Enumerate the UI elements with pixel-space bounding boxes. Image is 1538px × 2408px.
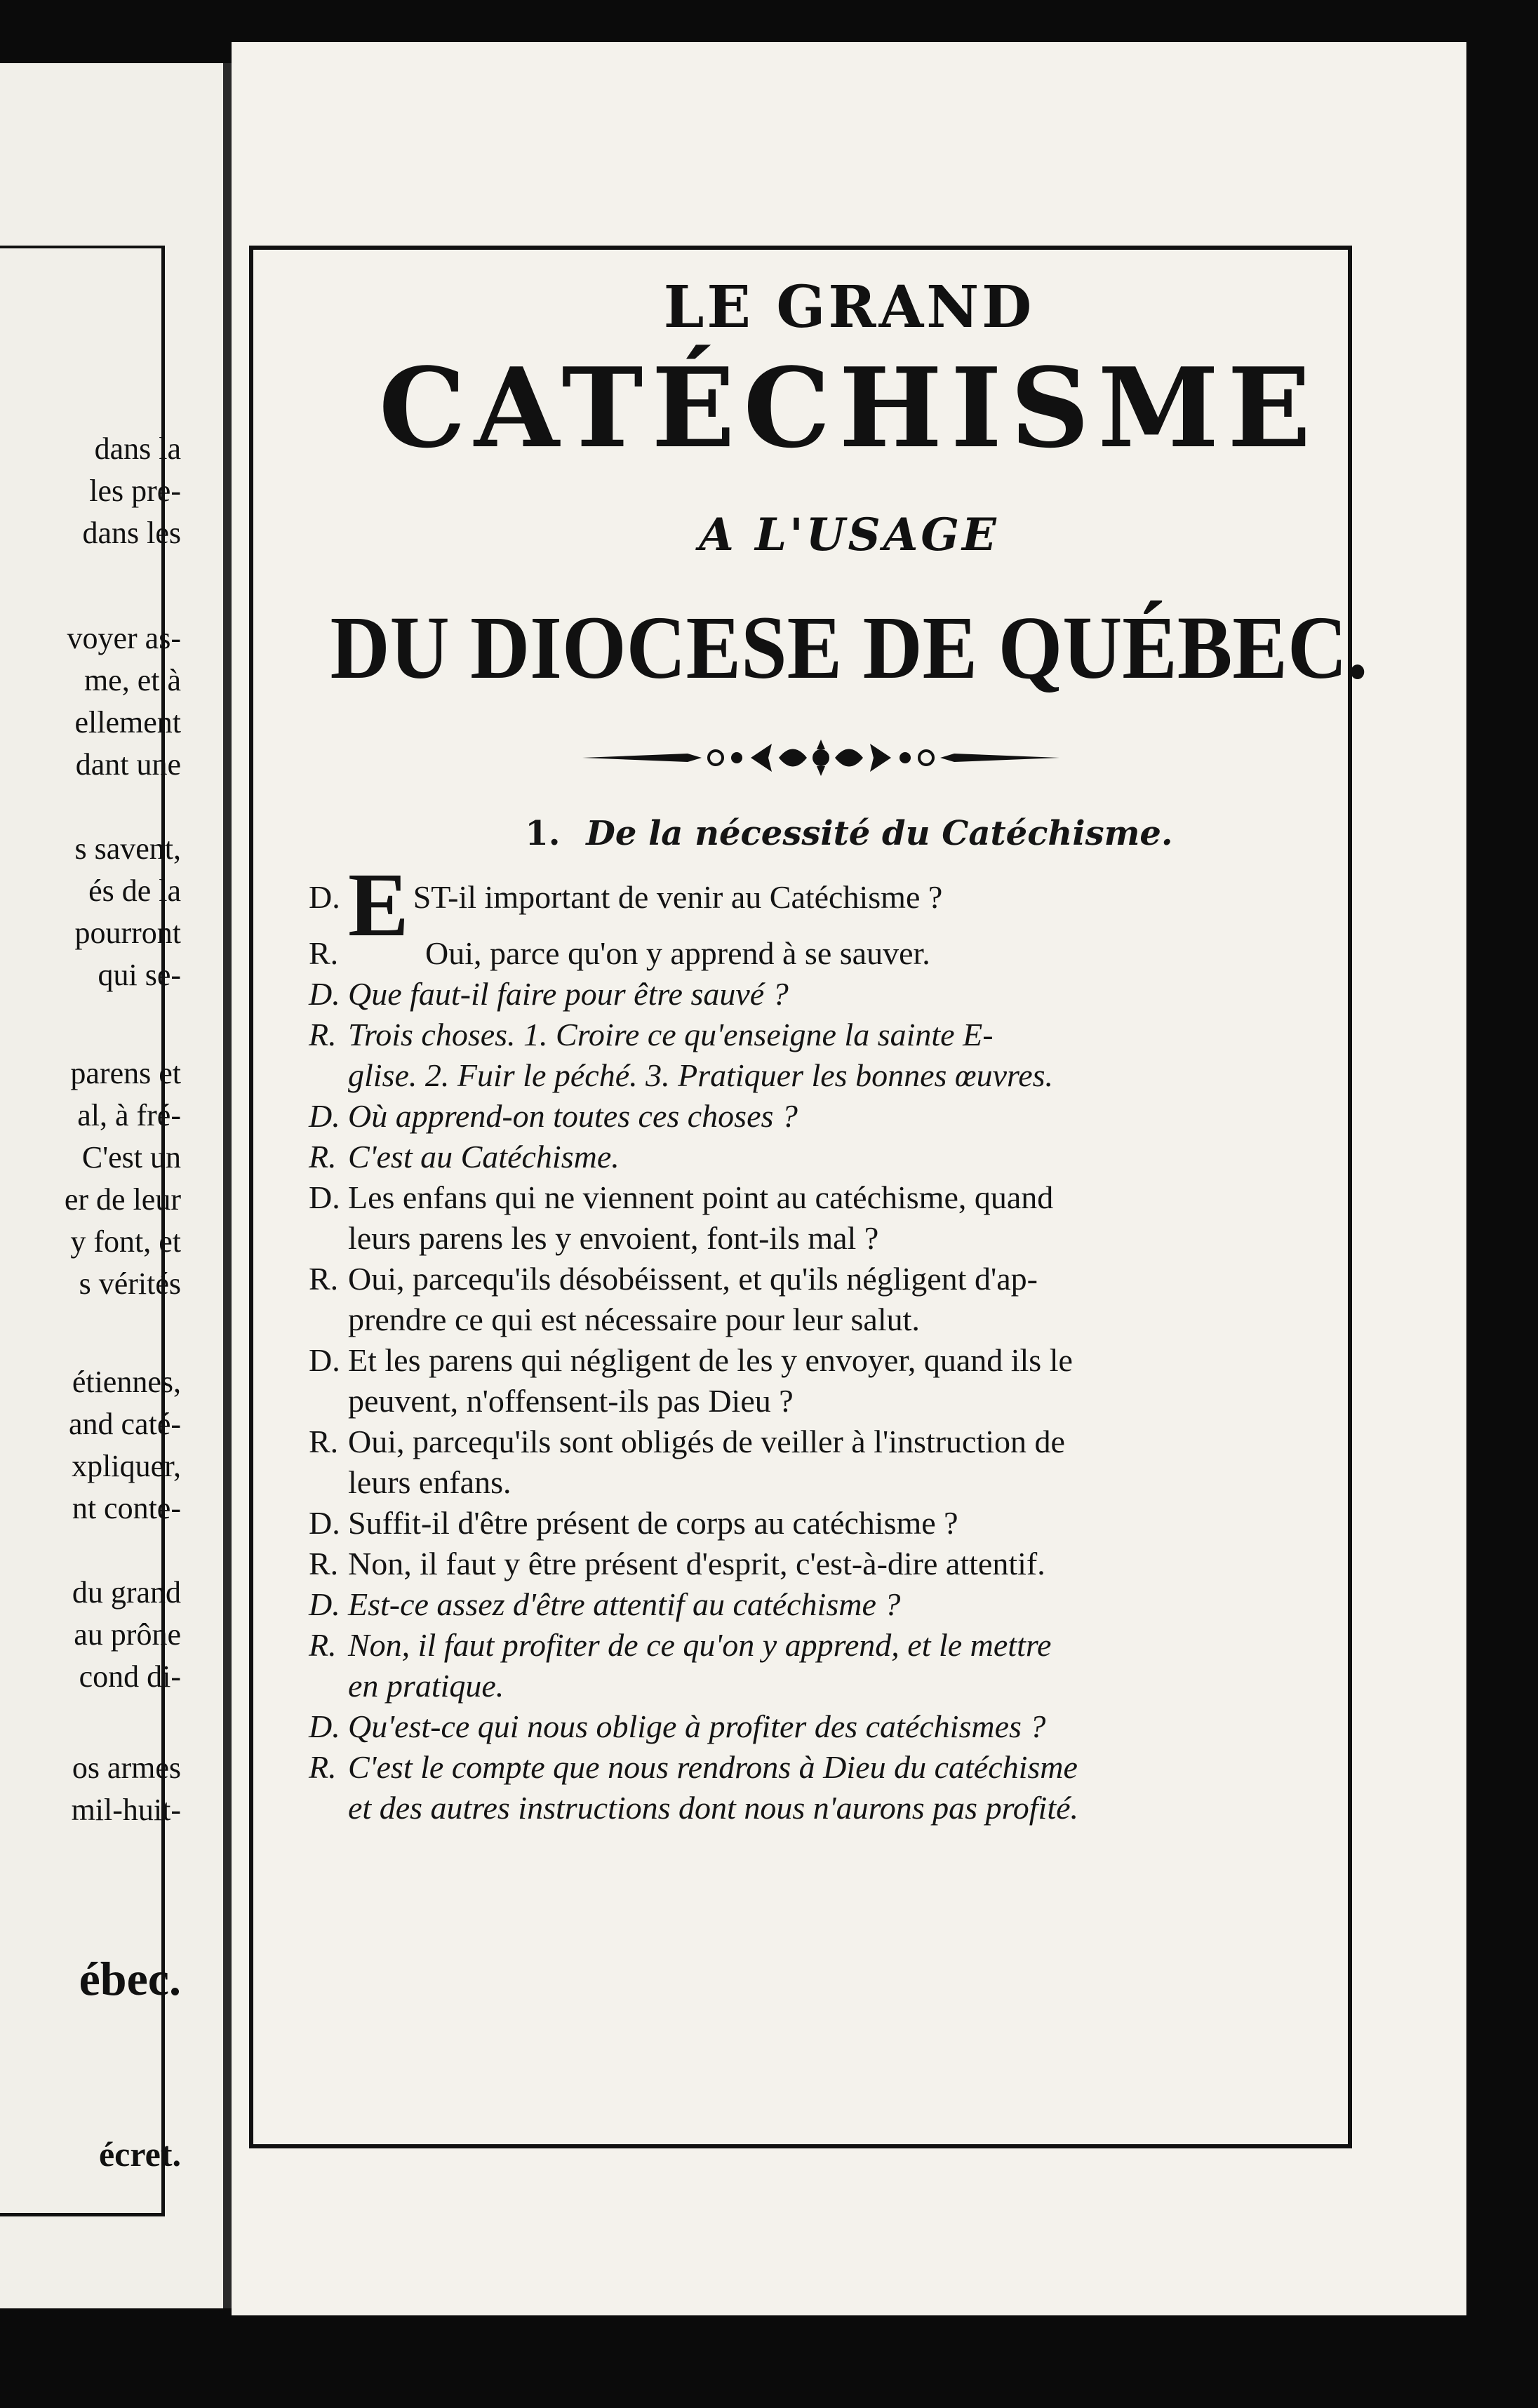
- qa-label: R.: [309, 1261, 339, 1297]
- qa-label: D.: [309, 976, 340, 1012]
- left-text-line: dant une: [75, 747, 181, 782]
- title-a-lusage: A L'USAGE: [699, 509, 999, 561]
- left-text-line: y font, et: [70, 1224, 181, 1259]
- qa-text: Qu'est-ce qui nous oblige à profiter des catéchismes ?: [348, 1708, 1046, 1744]
- qa-answer: [309, 1259, 1333, 1299]
- qa-answer-continued: prendre ce qui est nécessaire pour leur salut.: [348, 1302, 920, 1337]
- qa-label: R.: [309, 1749, 337, 1785]
- main-page: [232, 42, 1466, 2315]
- qa-label: R.: [309, 1424, 339, 1459]
- qa-question: [309, 974, 1333, 1015]
- qa-question: [309, 1340, 1333, 1381]
- left-text-line: du grand: [72, 1575, 181, 1610]
- left-text-line: os armes: [72, 1751, 181, 1785]
- left-text-line: dans la: [94, 432, 181, 466]
- left-text-line: C'est un: [81, 1140, 181, 1175]
- qa-label: D.: [309, 1179, 340, 1215]
- qa-text: Non, il faut y être présent d'esprit, c'est-à-dire attentif.: [348, 1546, 1045, 1581]
- qa-label: R.: [309, 1627, 337, 1663]
- left-text-line: and caté-: [69, 1407, 181, 1441]
- qa-label: D.: [309, 1708, 340, 1744]
- qa-answer: [309, 1422, 1333, 1462]
- qa-label: D.: [309, 1098, 340, 1134]
- qa-question-continued: leurs parens les y envoient, font-ils mal ?: [348, 1220, 879, 1256]
- qa-text: Est-ce assez d'être attentif au catéchisme ?: [348, 1586, 901, 1622]
- title-le-grand: LE GRAND: [663, 274, 1035, 341]
- left-text-line: pourront: [74, 916, 181, 950]
- qa-text: C'est le compte que nous rendrons à Dieu du catéchisme: [348, 1749, 1078, 1785]
- section-title-text: De la nécessité du Catéchisme.: [586, 814, 1173, 853]
- qa-text: Que faut-il faire pour être sauvé ?: [348, 976, 789, 1012]
- left-text-line: ébec.: [79, 1952, 181, 2005]
- qa-label: D.: [309, 879, 340, 915]
- qa-label: D.: [309, 1342, 340, 1378]
- left-text-line: étiennes,: [72, 1365, 181, 1399]
- qa-answer: [309, 1544, 1333, 1584]
- qa-text: Et les parens qui négligent de les y envoyer, quand ils le: [348, 1342, 1073, 1378]
- qa-question: [309, 1584, 1333, 1625]
- left-text-line: xpliquer,: [72, 1449, 181, 1483]
- qa-answer: [309, 1747, 1333, 1788]
- left-text-line: au prône: [74, 1617, 181, 1652]
- qa-question: [309, 1096, 1333, 1137]
- qa-question: [309, 1706, 1333, 1747]
- qa-label: D.: [309, 1505, 340, 1541]
- left-text-line: er de leur: [64, 1182, 181, 1217]
- left-text-line: ellement: [74, 705, 181, 740]
- qa-answer: [309, 933, 1333, 974]
- qa-question: [309, 1177, 1333, 1218]
- left-text-line: dans les: [82, 516, 181, 550]
- qa-text: Oui, parcequ'ils désobéissent, et qu'ils négligent d'ap-: [348, 1261, 1038, 1297]
- left-text-line: les pre-: [89, 474, 181, 508]
- title-catechisme: CATÉCHISME: [378, 344, 1320, 472]
- qa-label: D.: [309, 1586, 340, 1622]
- qa-label: R.: [309, 935, 339, 971]
- left-text-line: écret.: [98, 2134, 181, 2174]
- qa-text: Trois choses. 1. Croire ce qu'enseigne la sainte E-: [348, 1017, 994, 1052]
- qa-label: R.: [309, 1546, 339, 1581]
- drop-cap: E: [348, 855, 409, 956]
- left-text-line: cond di-: [79, 1659, 181, 1694]
- qa-text: Suffit-il d'être présent de corps au catéchisme ?: [348, 1505, 958, 1541]
- qa-question-continued: peuvent, n'offensent-ils pas Dieu ?: [348, 1383, 794, 1419]
- left-text-line: parens et: [70, 1056, 181, 1090]
- qa-answer: [309, 1137, 1333, 1177]
- left-text-line: nt conte-: [72, 1491, 181, 1525]
- left-text-line: qui se-: [98, 958, 181, 992]
- qa-text: Les enfans qui ne viennent point au catéchisme, quand: [348, 1179, 1054, 1215]
- qa-text: Oui, parcequ'ils sont obligés de veiller à l'instruction de: [348, 1424, 1065, 1459]
- section-number: 1.: [525, 814, 561, 853]
- left-text-line: s vérités: [79, 1266, 181, 1301]
- qa-answer-continued: et des autres instructions dont nous n'aurons pas profité.: [348, 1790, 1079, 1826]
- qa-answer-continued: en pratique.: [348, 1668, 504, 1704]
- qa-answer: [309, 1015, 1333, 1055]
- qa-answer-continued: leurs enfans.: [348, 1464, 511, 1500]
- left-text-line: mil-huit-: [71, 1793, 181, 1827]
- qa-answer: [309, 1625, 1333, 1666]
- title-diocese: DU DIOCESE DE QUÉBEC.: [330, 598, 1368, 697]
- section-heading: [232, 814, 1466, 853]
- qa-text: C'est au Catéchisme.: [348, 1139, 620, 1175]
- qa-text: Où apprend-on toutes ces choses ?: [348, 1098, 798, 1134]
- left-text-line: voyer as-: [67, 621, 181, 655]
- qa-text: Oui, parce qu'on y apprend à se sauver.: [425, 935, 930, 971]
- left-text-line: és de la: [88, 874, 181, 908]
- qa-answer-continued: glise. 2. Fuir le péché. 3. Pratiquer les bonnes œuvres.: [348, 1057, 1054, 1093]
- qa-label: R.: [309, 1017, 337, 1052]
- ornament-divider-icon: [582, 737, 1059, 779]
- qa-text: Non, il faut profiter de ce qu'on y apprend, et le mettre: [348, 1627, 1052, 1663]
- qa-label: R.: [309, 1139, 337, 1175]
- qa-question: [309, 1503, 1333, 1544]
- left-page-fragment: [0, 63, 233, 2308]
- left-text-line: al, à fré-: [77, 1098, 181, 1132]
- left-text-line: me, et à: [83, 663, 181, 697]
- catechism-qa-block: [309, 855, 1333, 1828]
- left-text-line: s savent,: [74, 831, 181, 866]
- qa-text: ST-il important de venir au Catéchisme ?: [413, 879, 943, 915]
